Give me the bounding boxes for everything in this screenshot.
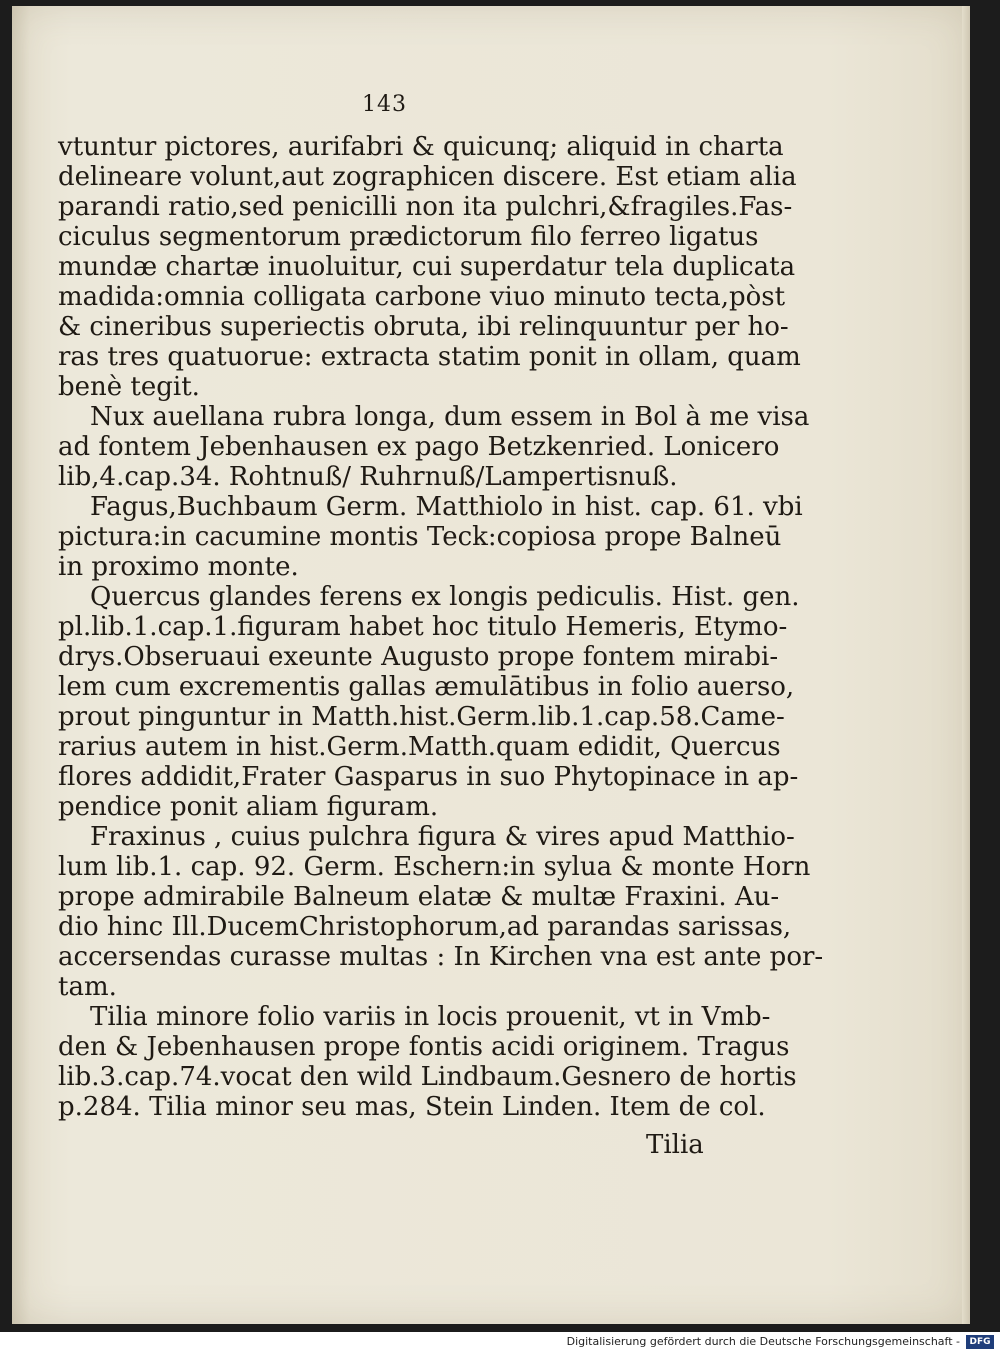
text-line: Quercus glandes ferens ex longis pediculis. Hist. gen. [90, 582, 800, 612]
text-line: ad fontem Jebenhausen ex pago Betzkenried. Lonicero [58, 432, 780, 462]
footer-bar [0, 1332, 1000, 1353]
text-line: lib,4.cap.34. Rohtnuß/ Ruhrnuß/Lampertisnuß. [58, 462, 678, 492]
text-line: Tilia minore folio variis in locis prouenit, vt in Vmb- [90, 1002, 771, 1032]
text-line: p.284. Tilia minor seu mas, Stein Linden. Item de col. [58, 1092, 766, 1122]
text-line: parandi ratio,sed penicilli non ita pulchri,&fragiles.Fas- [58, 192, 793, 222]
text-line: delineare volunt,aut zographicen discere. Est etiam alia [58, 162, 797, 192]
text-line: vtuntur pictores, aurifabri & quicunq; aliquid in charta [58, 132, 784, 162]
text-line: mundæ chartæ inuoluitur, cui superdatur tela duplicata [58, 252, 796, 282]
text-line: lum lib.1. cap. 92. Germ. Eschern:in sylua & monte Horn [58, 852, 811, 882]
text-line: Nux auellana rubra longa, dum essem in Bol à me visa [90, 402, 810, 432]
text-line: pendice ponit aliam figuram. [58, 792, 439, 822]
text-line: lib.3.cap.74.vocat den wild Lindbaum.Gesnero de hortis [58, 1062, 797, 1092]
text-line: prope admirabile Balneum elatæ & multæ Fraxini. Au- [58, 882, 780, 912]
text-line: benè tegit. [58, 372, 200, 402]
text-line: tam. [58, 972, 117, 1002]
text-line: pl.lib.1.cap.1.figuram habet hoc titulo Hemeris, Etymo- [58, 612, 788, 642]
text-line: flores addidit,Frater Gasparus in suo Phytopinace in ap- [58, 762, 799, 792]
text-line: prout pinguntur in Matth.hist.Germ.lib.1.cap.58.Came- [58, 702, 785, 732]
text-line: lem cum excrementis gallas æmulātibus in folio auerso, [58, 672, 795, 702]
book-page [12, 6, 970, 1324]
page-edge [962, 6, 970, 1324]
text-line: pictura:in cacumine montis Teck:copiosa prope Balneū [58, 522, 782, 552]
text-line: Fraxinus , cuius pulchra figura & vires apud Matthio- [90, 822, 795, 852]
text-line: Fagus,Buchbaum Germ. Matthiolo in hist. cap. 61. vbi [90, 492, 803, 522]
text-line: dio hinc Ill.DucemChristophorum,ad parandas sarissas, [58, 912, 792, 942]
text-line: accersendas curasse multas : In Kirchen vna est ante por- [58, 942, 824, 972]
catchword: Tilia [646, 1130, 704, 1160]
text-line: rarius autem in hist.Germ.Matth.quam edidit, Quercus [58, 732, 781, 762]
text-line: in proximo monte. [58, 552, 299, 582]
dfg-logo: DFG [966, 1335, 994, 1349]
text-line: madida:omnia colligata carbone viuo minuto tecta,pòst [58, 282, 786, 312]
text-line: & cineribus superiectis obruta, ibi relinquuntur per ho- [58, 312, 789, 342]
text-line: den & Jebenhausen prope fontis acidi originem. Tragus [58, 1032, 790, 1062]
funding-credit: Digitalisierung gefördert durch die Deutsche Forschungsgemeinschaft - [566, 1335, 960, 1348]
page-number: 143 [362, 92, 407, 117]
text-line: ciculus segmentorum prædictorum filo ferreo ligatus [58, 222, 759, 252]
text-line: drys.Obseruaui exeunte Augusto prope fontem mirabi- [58, 642, 779, 672]
text-line: ras tres quatuorue: extracta statim ponit in ollam, quam [58, 342, 801, 372]
